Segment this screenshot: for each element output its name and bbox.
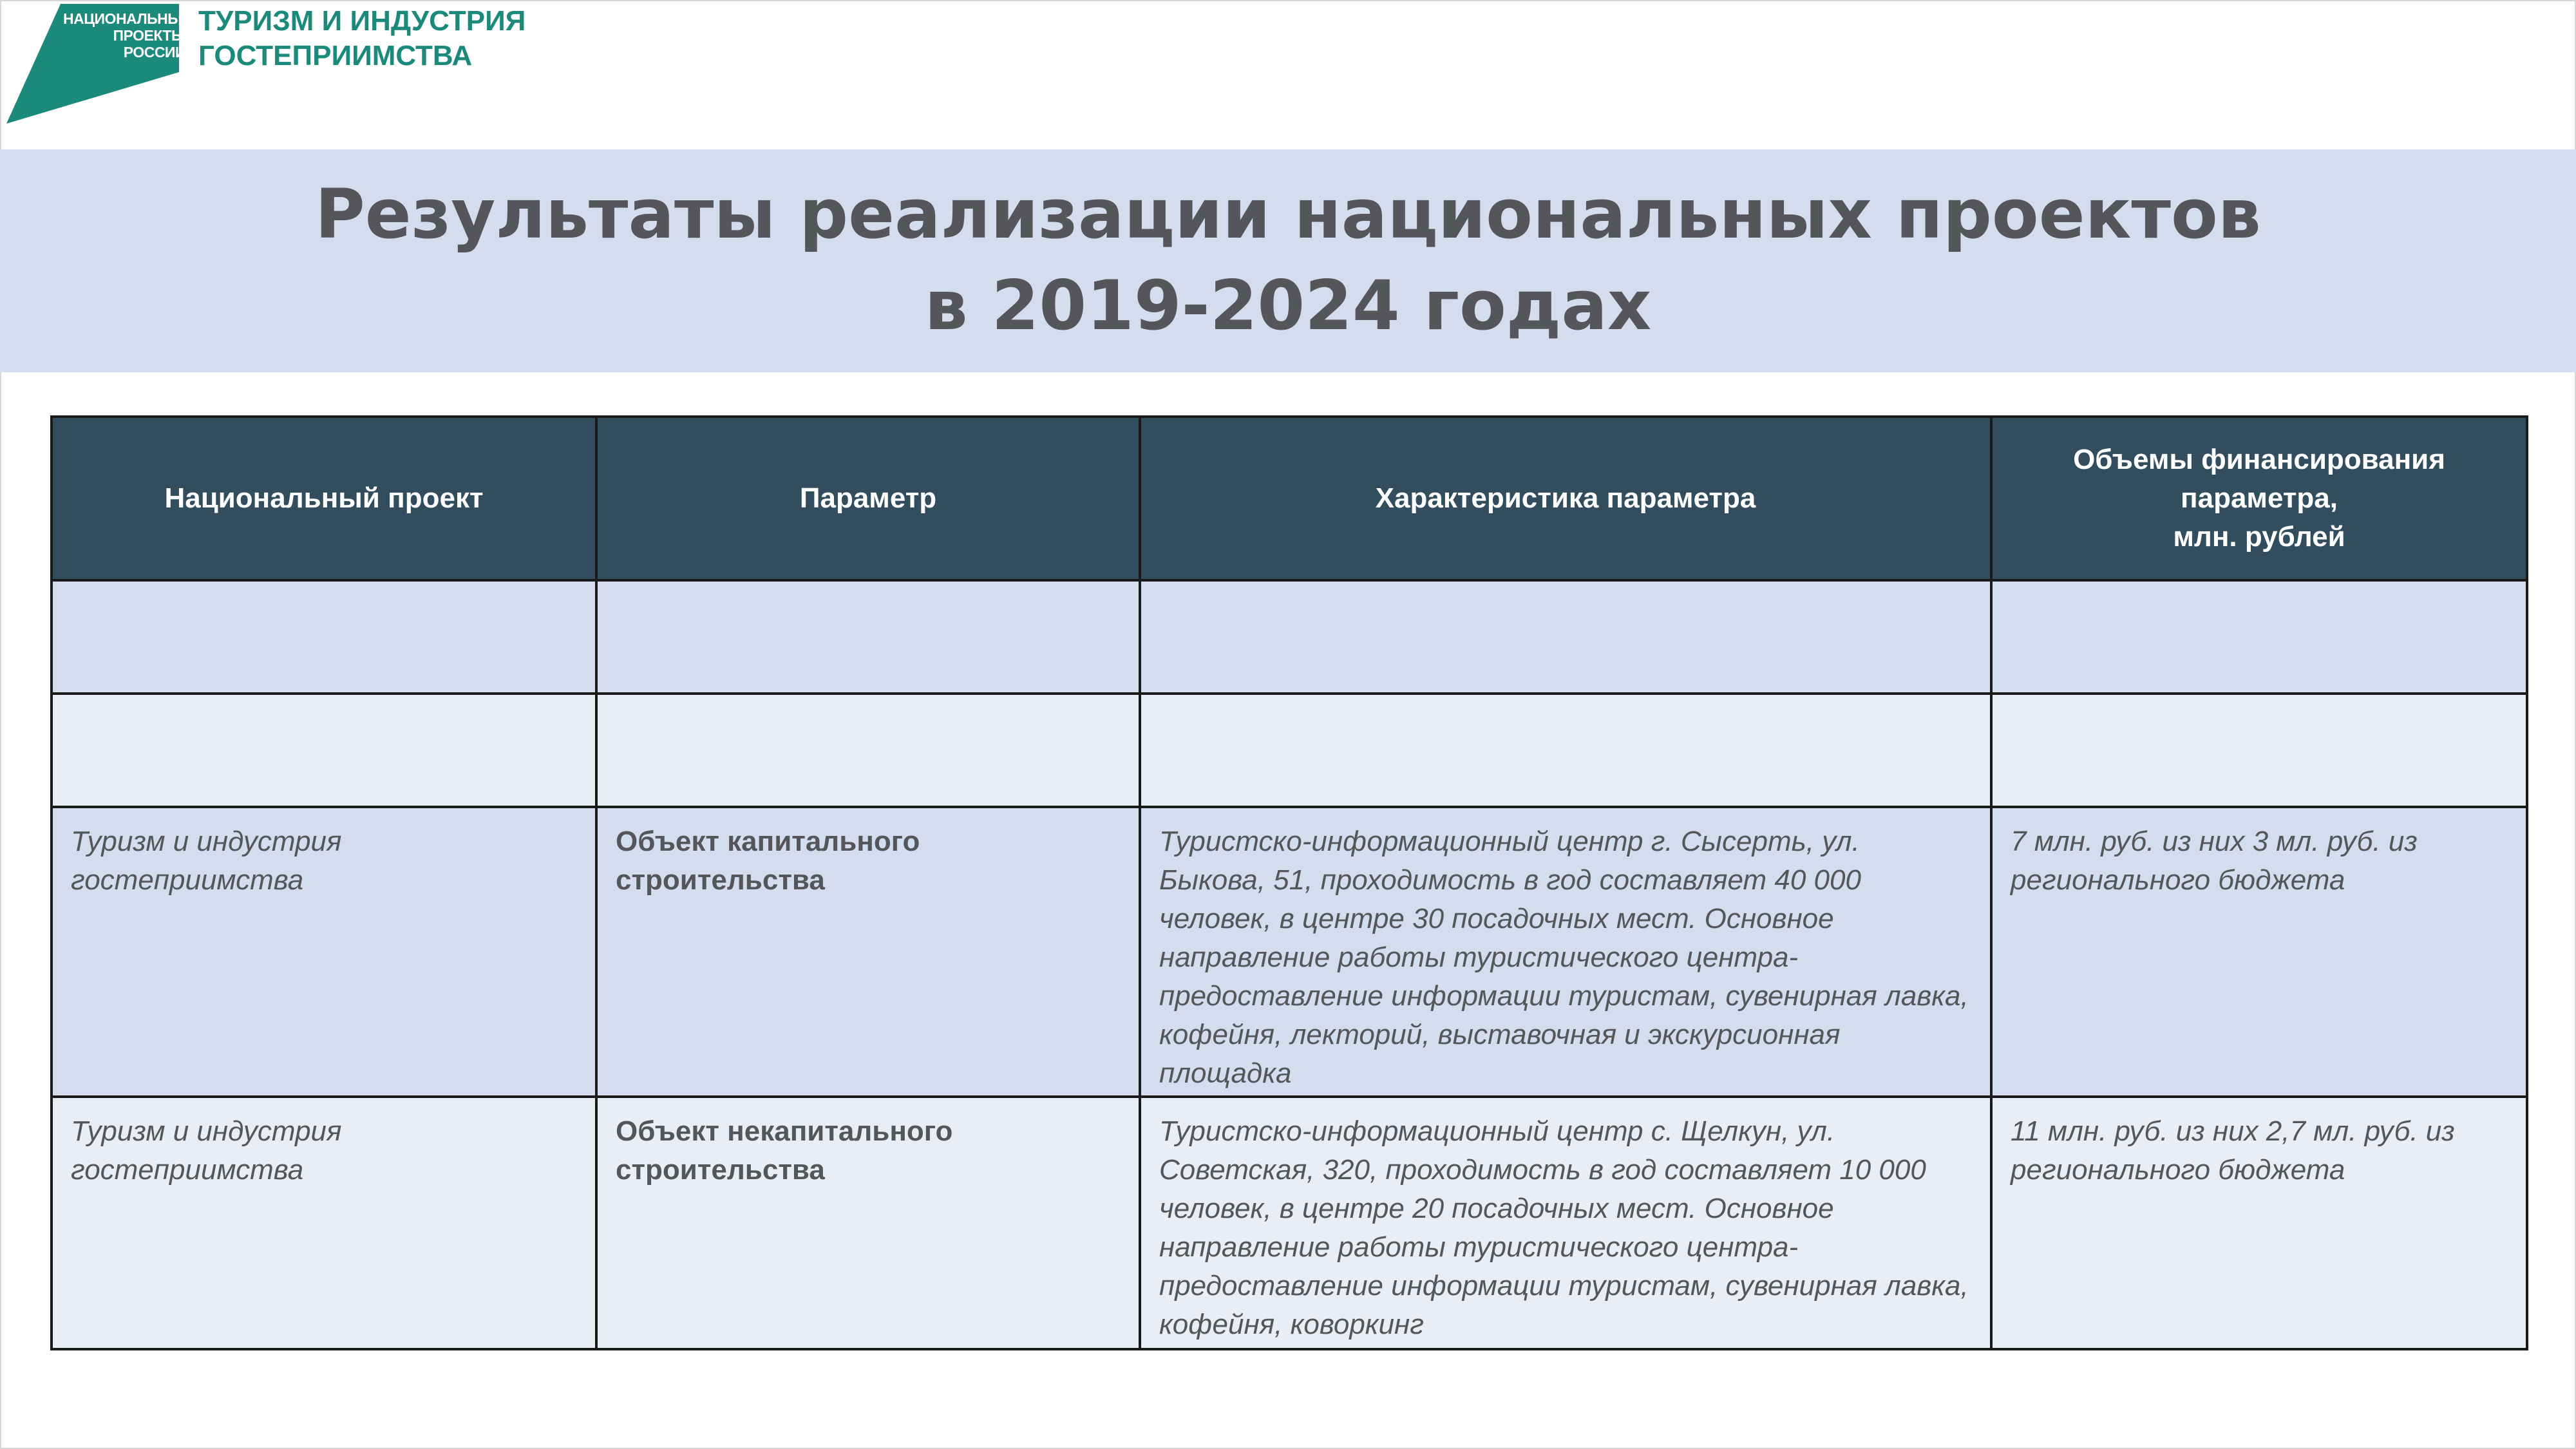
table-cell-description <box>1140 807 1991 1097</box>
table-cell-parameter <box>596 807 1140 1097</box>
logo-badge-line: НАЦИОНАЛЬНЫЕ <box>63 10 192 27</box>
header-parameter-characteristic <box>1140 417 1991 580</box>
header-label: Параметр <box>799 482 937 514</box>
table-cell-project <box>52 807 596 1097</box>
table-cell-parameter <box>596 1097 1140 1349</box>
header-label: Характеристика параметра <box>1375 482 1756 514</box>
logo-badge-line: РОССИИ <box>123 44 185 61</box>
table-cell-funding <box>1991 807 2527 1097</box>
page-title-line: в 2019-2024 годах <box>924 266 1652 345</box>
page-title-line: Результаты реализации национальных проектов <box>315 175 2261 254</box>
logo-name-line: ГОСТЕПРИИМСТВА <box>198 40 473 71</box>
table-cell <box>1991 694 2527 807</box>
header-parameter <box>596 417 1140 580</box>
parameter-text: Объект некапитального строительства <box>616 1115 953 1186</box>
header-label: млн. рублей <box>2173 521 2345 553</box>
table-cell <box>1991 580 2527 694</box>
funding-text: 11 млн. руб. из них 2,7 мл. руб. из регионального бюджета <box>2011 1115 2455 1186</box>
header-funding-volume <box>1991 417 2527 580</box>
table-cell-project <box>52 1097 596 1349</box>
projects-table <box>50 415 2528 1350</box>
table-cell-funding <box>1991 1097 2527 1349</box>
description-text: Туристско-информационный центр с. Щелкун, ул. Советская, 320, проходимость в год составляет 10 000 человек, в центре 20 посадочных мест. Основное направление работы туристического центра- предоставление информации туристам, сувенирная лавка, кофейня, коворкинг <box>1159 1115 1969 1340</box>
table-row-empty <box>52 580 2527 694</box>
header-national-project <box>52 417 596 580</box>
funding-text: 7 млн. руб. из них 3 мл. руб. из регионального бюджета <box>2011 826 2418 896</box>
table-cell <box>52 580 596 694</box>
table-cell-description <box>1140 1097 1991 1349</box>
logo <box>6 4 535 126</box>
table-cell <box>1140 694 1991 807</box>
table-row <box>52 807 2527 1097</box>
table-cell <box>596 694 1140 807</box>
logo-badge-line: ПРОЕКТЫ <box>113 27 185 44</box>
header-label: Национальный проект <box>164 482 484 514</box>
logo-name <box>198 4 526 73</box>
project-text: Туризм и индустрия гостеприимства <box>71 826 342 896</box>
table-cell <box>52 694 596 807</box>
table-cell <box>1140 580 1991 694</box>
table-header-row <box>52 417 2527 580</box>
logo-name-line: ТУРИЗМ И ИНДУСТРИЯ <box>198 5 526 37</box>
parameter-text: Объект капитального строительства <box>616 826 920 896</box>
description-text: Туристско-информационный центр г. Сысерть, ул. Быкова, 51, проходимость в год составляет 40 000 человек, в центре 30 посадочных мест. Основное направление работы туристического центра- предоставление информации туристам, сувенирная лавка, кофейня, лекторий, выставочная и экскурсионная площадка <box>1159 826 1969 1089</box>
header-label: Объемы финансирования <box>2073 444 2445 475</box>
table-row-empty <box>52 694 2527 807</box>
header-label: параметра, <box>2181 482 2338 514</box>
table-cell <box>596 580 1140 694</box>
project-text: Туризм и индустрия гостеприимства <box>71 1115 342 1186</box>
page-title <box>0 169 2576 352</box>
logo-badge-text <box>63 10 192 61</box>
table-row <box>52 1097 2527 1349</box>
